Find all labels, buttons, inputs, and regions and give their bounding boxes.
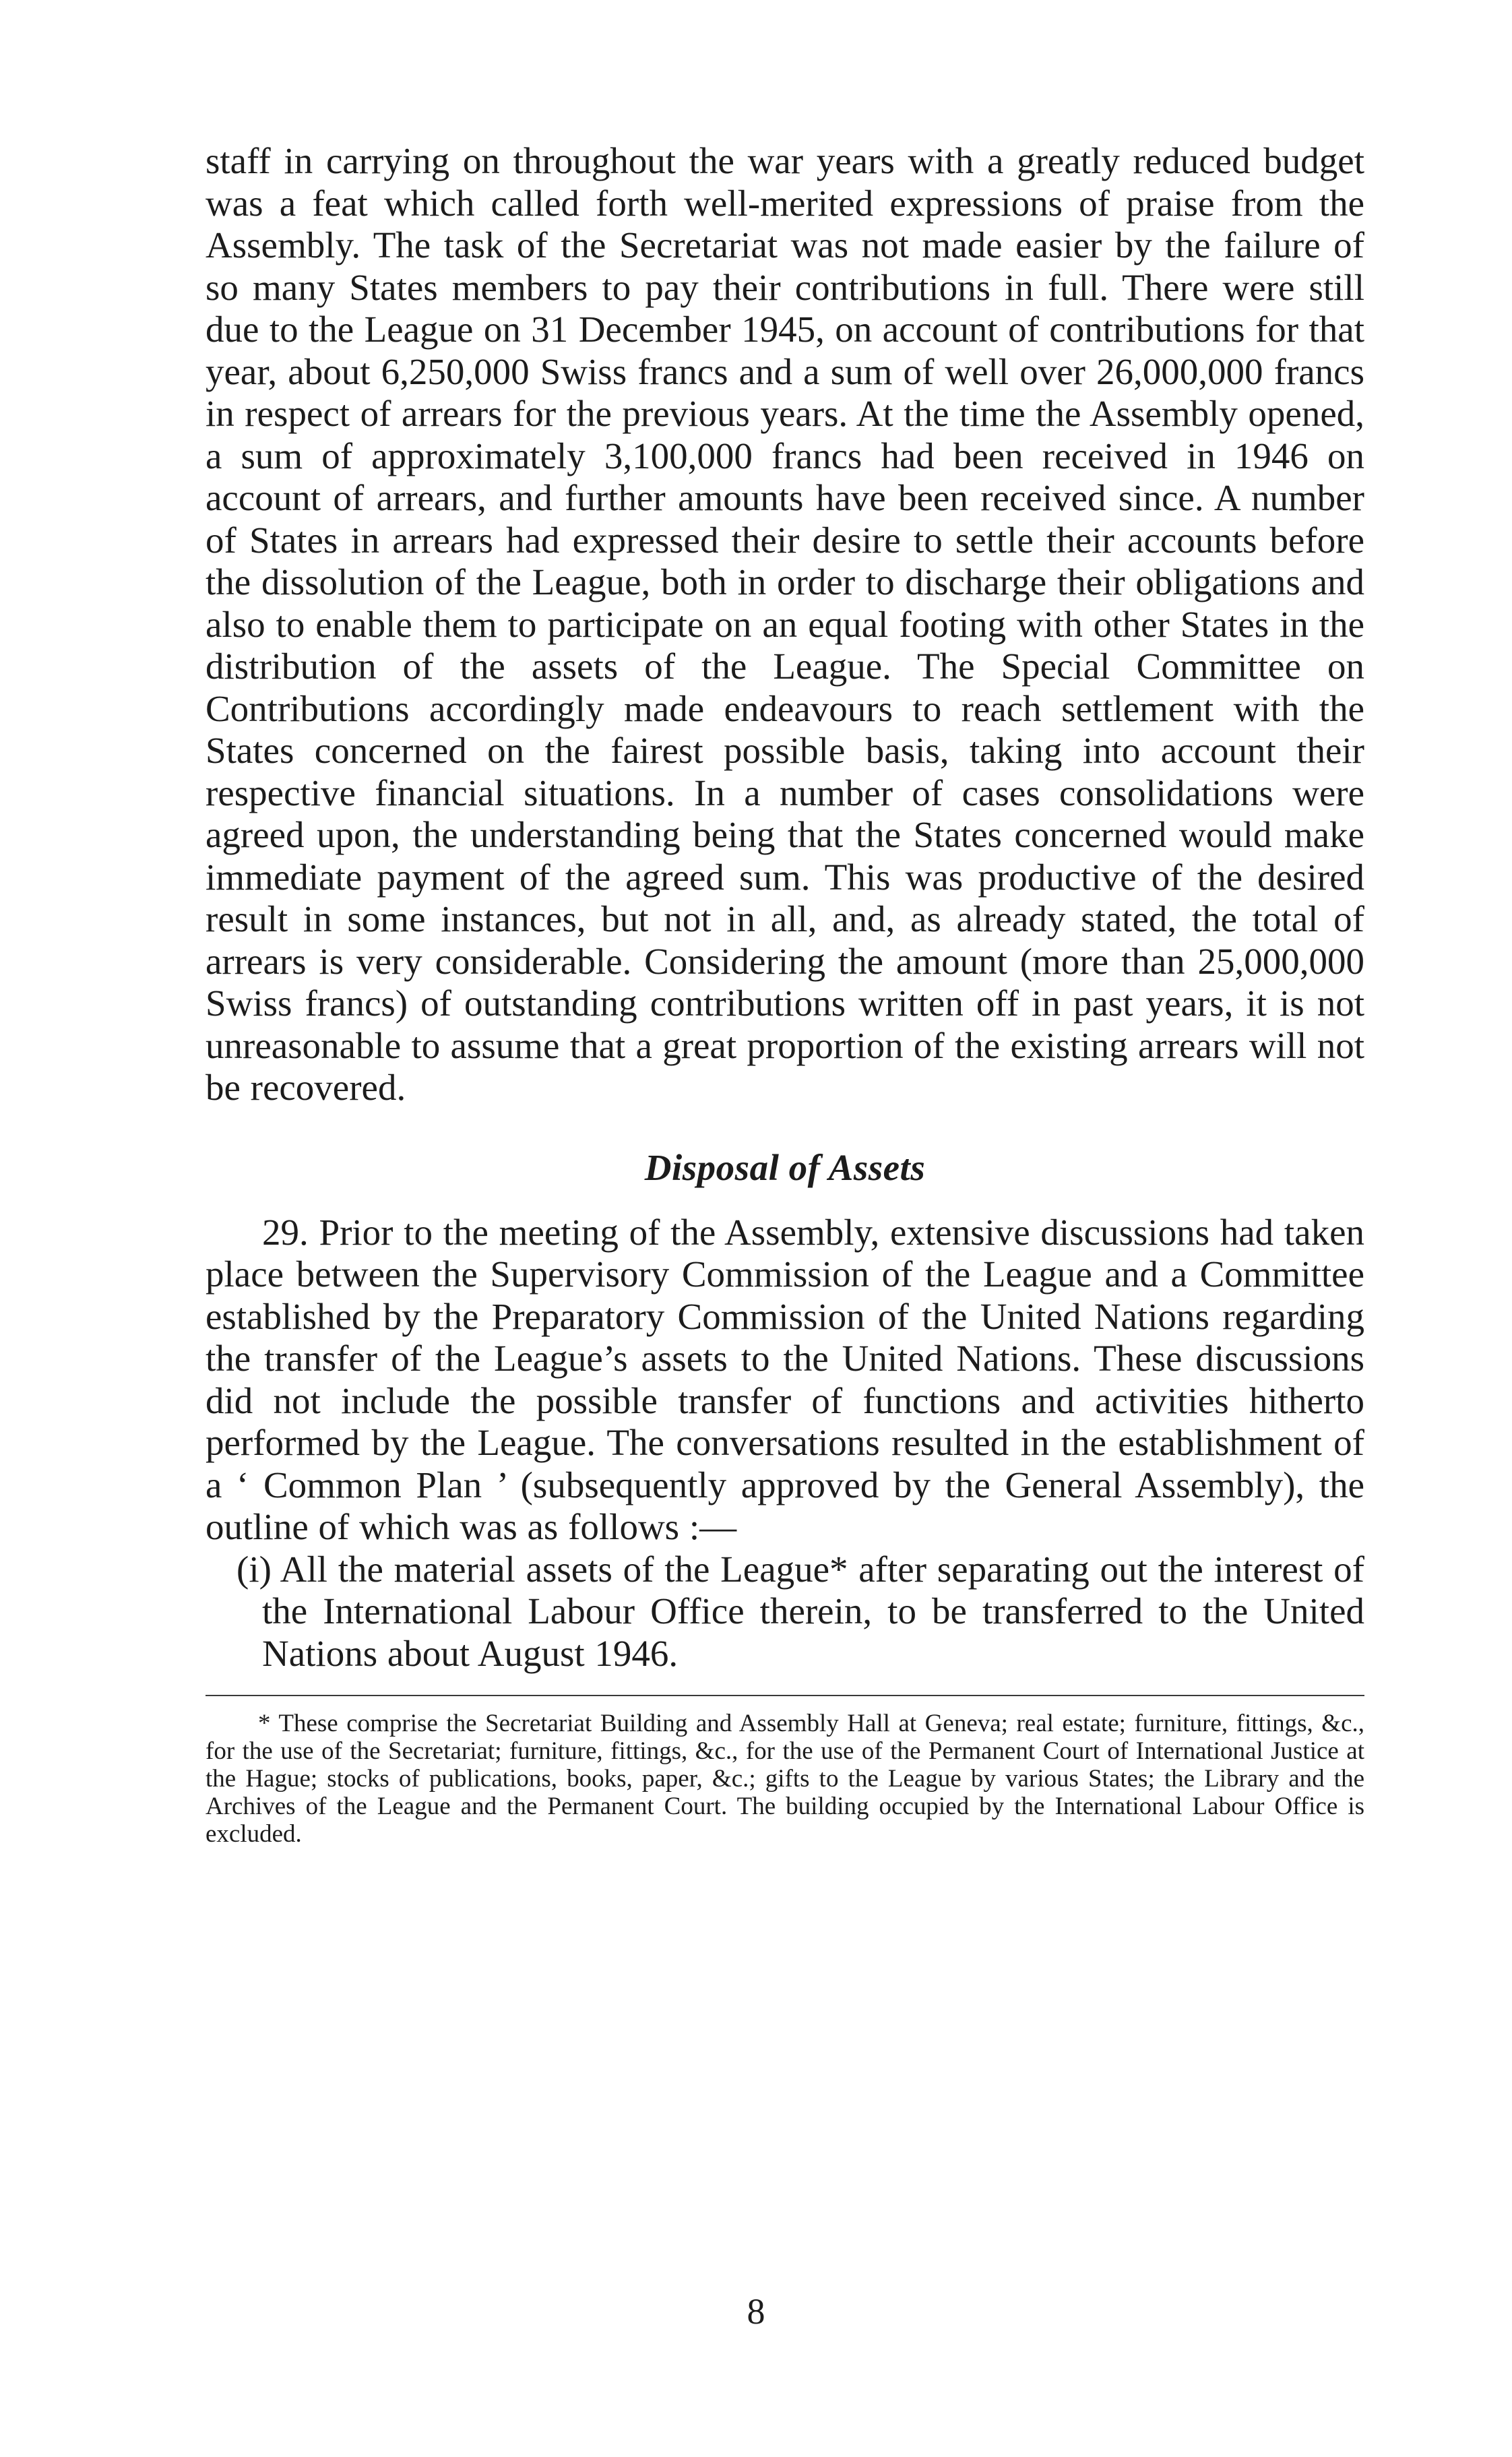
- page-body: [206, 140, 1364, 1848]
- page-number: 8: [747, 2291, 765, 2332]
- list-item-i: [206, 1549, 1364, 1675]
- footnote-divider: [206, 1695, 1364, 1696]
- footnote: * These comprise the Secretariat Building and Assembly Hall at Geneva; real estate; furniture, fittings, &c., for the use of the Secretariat; furniture, fittings, &c., for the use of the Permanent Court of International Justice at the Hague; stocks of publications, books, paper, &c.; gifts to the League by various States; the Library and the Archives of the League and the Permanent Court. The building occupied by the International Labour Office is excluded.: [206, 1710, 1364, 1848]
- section-heading: Disposal of Assets: [644, 1146, 926, 1188]
- list-item-text: All the material assets of the League* after separating out the interest of the International Labour Office therein, to be transferred to the United Nations about August 1946.: [262, 1548, 1364, 1674]
- paragraph-29: 29. Prior to the meeting of the Assembly, extensive discussions had taken place between the Supervisory Commission of the League and a Committee established by the Preparatory Commission of the United Nations regarding the transfer of the League’s assets to the United Nations. These discussions did not include the possible transfer of functions and activities hitherto performed by the League. The conversations resulted in the establishment of a ‘ Common Plan ’ (subsequently approved by the General Assembly), the outline of which was as follows :—: [206, 1211, 1364, 1547]
- continuation-paragraph: staff in carrying on throughout the war years with a greatly reduced budget was a feat which called forth well-merited expressions of praise from the Assembly. The task of the Secretariat was not made easier by the failure of so many States members to pay their contributions in full. There were still due to the League on 31 December 1945, on account of contributions for that year, about 6,250,000 Swiss francs and a sum of well over 26,000,000 francs in respect of arrears for the previous years. At the time the Assembly opened, a sum of approximately 3,100,000 francs had been received in 1946 on account of arrears, and further amounts have been received since. A number of States in arrears had expressed their desire to settle their accounts before the dissolution of the League, both in order to discharge their obligations and also to enable them to participate on an equal footing with other States in the distribution of the assets of the League. The Special Committee on Contributions accordingly made endeavours to reach settlement with the States concerned on the fairest possible basis, taking into account their respective financial situations. In a number of cases consolidations were agreed upon, the understanding being that the States concerned would make immediate payment of the agreed sum. This was productive of the desired result in some instances, but not in all, and, as already stated, the total of arrears is very considerable. Considering the amount (more than 25,000,000 Swiss francs) of outstanding contributions written off in past years, it is not unreasonable to assume that a great proportion of the existing arrears will not be recovered.: [206, 140, 1364, 1108]
- list-item-marker: (i): [237, 1548, 272, 1590]
